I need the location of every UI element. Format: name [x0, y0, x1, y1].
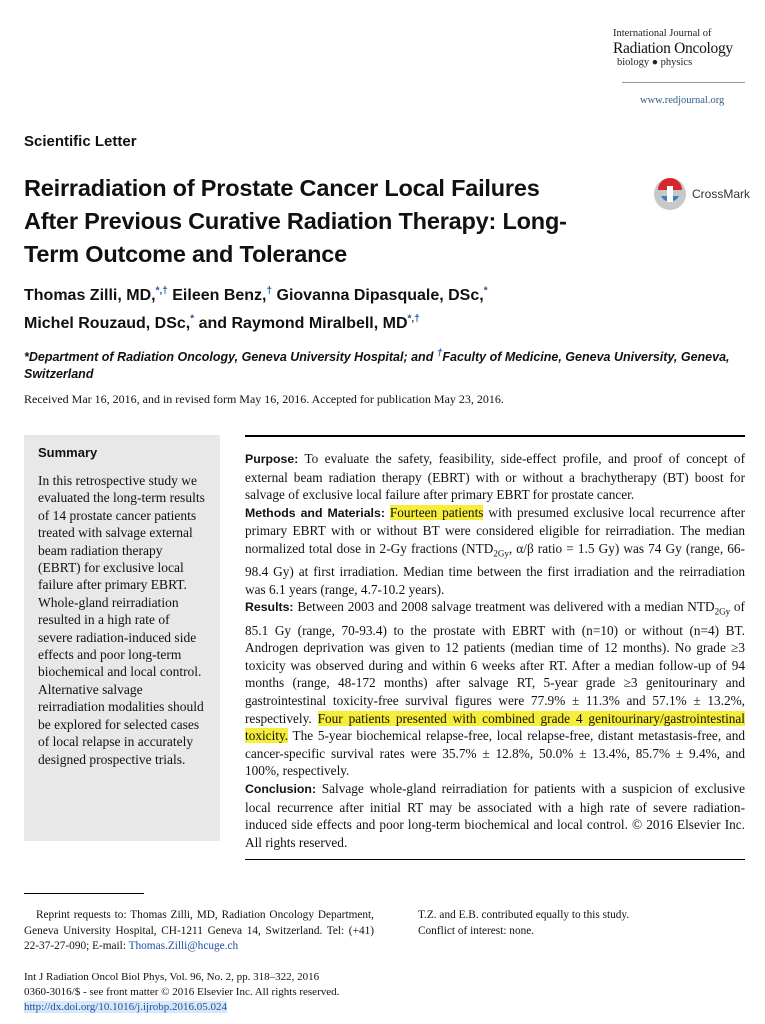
- abstract-conclusion: [245, 780, 745, 851]
- results-highlight: Four patients presented with combined grade 4 genitourinary/gastrointestinal toxicity.: [245, 710, 746, 744]
- author-3[interactable]: Giovanna Dipasquale, DSc,*: [276, 286, 488, 305]
- affiliation: *Department of Radiation Oncology, Geneva University Hospital; and †Faculty of Medicine, Geneva University, Geneva, Switzerland: [24, 348, 730, 382]
- reprint-requests: Reprint requests to: Thomas Zilli, MD, Radiation Oncology Department, Geneva University Hospital, CH-1211 Geneva 14, Switzerland. Tel: (+41) 22-37-27-090; E-mail: Thomas.Zilli@hcuge.ch: [24, 909, 374, 952]
- article-type: Scientific Letter: [24, 133, 137, 150]
- methods-highlight: Fourteen patients: [389, 504, 484, 520]
- author-1[interactable]: Thomas Zilli, MD,*,†: [24, 286, 168, 305]
- doi-link[interactable]: http://dx.doi.org/10.1016/j.ijrobp.2016.05.024: [24, 1001, 227, 1013]
- journal-name-line1: International Journal of: [613, 28, 712, 39]
- received-dates: Received Mar 16, 2016, and in revised form May 16, 2016. Accepted for publication May 23, 2016.: [24, 392, 504, 406]
- contribution-note: T.Z. and E.B. contributed equally to this study.: [418, 909, 630, 921]
- summary-box: [24, 435, 220, 841]
- author-notes: [418, 908, 748, 939]
- summary-heading: Summary: [38, 445, 98, 460]
- crossmark-label: CrossMark: [692, 187, 751, 201]
- citation: [24, 970, 339, 1015]
- crossmark-badge[interactable]: [652, 176, 750, 212]
- abstract-methods: Methods and Materials: Fourteen patients with presumed exclusive local recurrence after primary EBRT with or without BT were considered eligible for reirradiation. The median normalized total dose in 2-Gy fractions ($NTD_{2Gy}$, α/β ratio = 1.5 Gy) was 74 Gy (range, 66-98.4 Gy) at first irradiation. Median time between the first irradiation and the reirradiation was 6.1 years (range, 4.7-10.2 years).: [245, 504, 745, 597]
- methods-text: with presumed exclusive local recurrence after primary EBRT with or without BT were considered eligible for reirradiation. The median normalized total dose in 2-Gy fractions (NTD: [245, 504, 745, 556]
- article-title: Reirradiation of Prostate Cancer Local Failures After Previous Curative Radiation Therapy: Long-Term Outcome and Tolerance: [24, 175, 567, 267]
- journal-url-link[interactable]: www.redjournal.org: [640, 95, 725, 106]
- author-5[interactable]: and Raymond Miralbell, MD*,†: [198, 313, 420, 332]
- email-link[interactable]: Thomas.Zilli@hcuge.ch: [128, 940, 239, 952]
- journal-name-line3: biology ● physics: [617, 57, 693, 68]
- abstract: [245, 435, 745, 860]
- results-label: Results:: [245, 600, 294, 615]
- citation-line2: 0360-3016/$ - see front matter © 2016 Elsevier Inc. All rights reserved.: [24, 986, 340, 998]
- author-4[interactable]: Michel Rouzaud, DSc,*: [24, 313, 195, 332]
- conclusion-label: Conclusion:: [245, 782, 317, 796]
- citation-line1: Int J Radiation Oncol Biol Phys, Vol. 96, No. 2, pp. 318–322, 2016: [24, 971, 320, 983]
- journal-divider: [622, 82, 745, 83]
- journal-logo: [613, 28, 743, 69]
- journal-name-line2: Radiation Oncology: [613, 40, 733, 57]
- author-list: [24, 280, 724, 335]
- author-2[interactable]: Eileen Benz,†: [172, 286, 273, 305]
- abstract-purpose: [245, 450, 745, 504]
- methods-label: Methods and Materials:: [245, 505, 385, 520]
- crossmark-icon: [652, 176, 688, 212]
- footnote-divider: [24, 893, 144, 894]
- purpose-text: To evaluate the safety, feasibility, side-effect profile, and proof of concept of external beam radiation therapy (EBRT) with or without a brachytherapy (BT) boost for salvage of exclusive local failure after primary EBRT for prostate cancer.: [245, 451, 746, 503]
- results-text: Between 2003 and 2008 salvage treatment was delivered with a median NTD: [297, 599, 715, 615]
- conflict-note: Conflict of interest: none.: [418, 924, 535, 937]
- conclusion-text: Salvage whole-gland reirradiation for patients with a suspicion of exclusive local recurrence after initial RT may be associated with a high rate of severe radiation-induced side effects and poor long-term biochemical and local control. © 2016 Elsevier Inc. All rights reserved.: [245, 781, 745, 850]
- summary-text: In this retrospective study we evaluated the long-term results of 14 prostate cancer patients treated with salvage external beam radiation therapy (EBRT) for exclusive local failure after primary EBRT. Whole-gland reirradiation resulted in a high rate of severe radiation-induced side effects and poor long-term biochemical and local control. Alternative salvage reirradiation modalities should be explored for selected cases of local relapse in accurately designed prospective trials.: [38, 473, 205, 767]
- purpose-label: Purpose:: [245, 452, 299, 466]
- abstract-results: Results: Between 2003 and 2008 salvage treatment was delivered with a median $NTD_{2Gy}$ of 85.1 Gy (range, 70-93.4) to the prostate with EBRT with (n=10) or without (n=4) BT. Androgen deprivation was given to 12 patients (median time of 12 months). No grade ≥3 toxicity was observed during and within 6 weeks after RT. After a median follow-up of 94 months (range, 48-172 months) after salvage RT, 5-year grade ≥3 genitourinary and gastrointestinal toxicity-free survival figures were 77.9% ± 11.3% and 57.1% ± 13.2%, respectively. Four patients presented with combined grade 4 genitourinary/gastrointestinal toxicity. The 5-year biochemical relapse-free, local relapse-free, distant metastasis-free, and cancer-specific survival rates were 35.7% ± 12.8%, 50.0% ± 13.4%, 85.7% ± 9.4%, and 100%, respectively.: [245, 599, 746, 779]
